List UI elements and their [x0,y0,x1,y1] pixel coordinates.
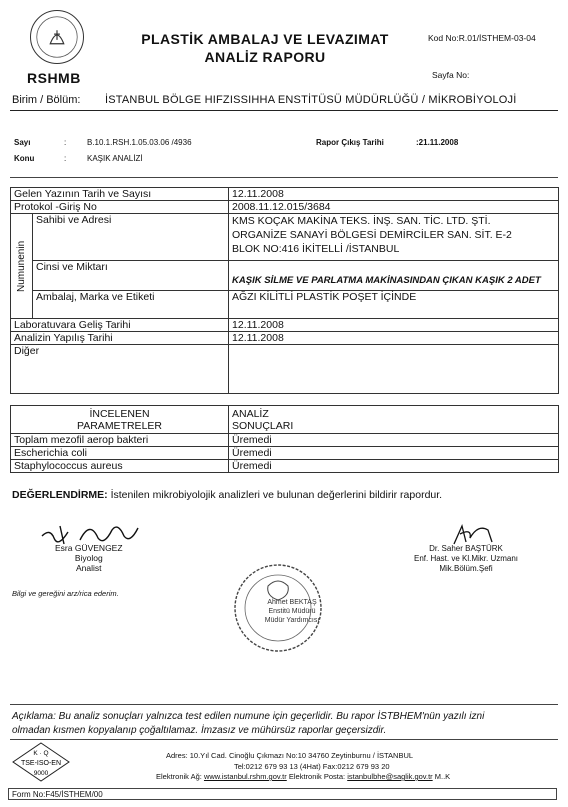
degerlendirme-text: İstenilen mikrobiyolojik analizleri ve bulunan değerlerini bildirir rapordur. [107,489,443,501]
chief-block [396,544,536,574]
result-cell: Üremedi [229,434,559,447]
cinsi-label: Cinsi ve Miktarı [33,261,229,291]
protokol-value: 2008.11.12.015/3684 [229,201,559,214]
meta-divider [10,177,558,178]
birim-value: İSTANBUL BÖLGE HIFZISSIHHA ENSTİTÜSÜ MÜDÜRLÜĞÜ / MİKROBİYOLOJİ [105,94,517,106]
gelen-value: 12.11.2008 [229,188,559,201]
chief-role: Mik.Bölüm.Şefi [439,564,493,573]
chief-name: Dr. Saher BAŞTÜRK [429,544,503,553]
chief-title: Enf. Hast. ve Kl.Mikr. Uzmanı [413,554,519,563]
lab-value: 12.11.2008 [229,319,559,332]
email-link[interactable]: istanbulbhe@saglik.gov.tr [347,772,433,781]
kq-line3: 9000 [33,770,49,777]
table-row [11,447,559,460]
diger-label: Diğer [11,345,229,394]
stamp-role: Müdür Yardımcısı [264,617,320,624]
ambalaj-value: AĞZI KİLİTLİ PLASTİK POŞET İÇİNDE [229,291,559,319]
gelen-label: Gelen Yazının Tarih ve Sayısı [11,188,229,201]
kq-line2: TSE-ISO-EN [20,760,62,767]
birim-label: Birim / Bölüm: [12,94,81,106]
bilgi-text: Bilgi ve gereğini arz/rica ederim. [12,589,119,598]
table-row [11,434,559,447]
konu-colon: : [64,154,67,163]
ministry-logo [30,10,84,64]
diger-value [229,345,559,394]
result-cell: Üremedi [229,447,559,460]
table-row [11,332,559,345]
footer-divider [10,739,558,740]
degerlendirme-label: DEĞERLENDİRME: [12,489,108,501]
result-header [229,406,559,434]
param-cell: Staphylococcus aureus [11,460,229,473]
aciklama-line2: olmadan kısmen kopyalanıp çoğaltılamaz. İmzasız ve mühürsüz raporlar geçersizdir. [12,725,387,736]
rapor-value: :21.11.2008 [416,138,459,147]
ambalaj-label: Ambalaj, Marka ve Etiketi [33,291,229,319]
analyst-name: Esra GÜVENGEZ [55,543,123,553]
aciklama [12,710,560,738]
report-title-line1: PLASTİK AMBALAJ VE LEVAZIMAT [141,31,389,47]
web-link[interactable]: www.istanbul.rshm.gov.tr [203,772,287,781]
sahibi-label: Sahibi ve Adresi [33,214,229,261]
cinsi-value: KAŞIK SİLME VE PARLATMA MAKİNASINDAN ÇIKAN KAŞIK 2 ADET [229,261,559,291]
konu-label: Konu [14,154,35,163]
table-row [11,319,559,332]
param-cell: Toplam mezofil aerop bakteri [11,434,229,447]
results-table [10,405,559,473]
table-row [11,460,559,473]
degerlendirme [12,489,442,501]
table-row [11,201,559,214]
table-row [11,345,559,394]
konu-value: KAŞIK ANALİZİ [87,154,143,163]
sahibi-line3: BLOK NO:416 İKİTELLİ /İSTANBUL [232,243,400,255]
lab-label: Laboratuvara Geliş Tarihi [11,319,229,332]
param-header [11,406,229,434]
email-label: Elektronik Posta: [286,772,348,781]
sahibi-line2: ORGANİZE SANAYİ BÖLGESİ DEMİRCİLER SAN. SİT. E-2 [232,229,512,241]
mk-mark: M..K [432,772,451,781]
analiz-label: Analizin Yapılış Tarihi [11,332,229,345]
sahibi-value [229,214,559,261]
numunenin-label: Numunenin [11,214,33,319]
table-row [11,291,559,319]
phone-fax: Tel:0212 679 93 13 (4Hat) Fax:0212 679 93 20 [234,762,390,771]
result-header-line2: SONUÇLARI [232,419,294,432]
rapor-label: Rapor Çıkış Tarihi [316,138,384,147]
stamp-title: Enstitü Müdürü [268,608,316,615]
protokol-label: Protokol -Giriş No [11,201,229,214]
table-header-row [11,406,559,434]
sayi-label: Sayı [14,138,31,147]
aciklama-line1: Açıklama: Bu analiz sonuçları yalnızca test edilen numune için geçerlidir. Bu rapor İSTBHEM'nün yazılı izni [12,711,485,722]
kod-no: Kod No:R.01/İSTHEM-03-04 [428,33,536,43]
sahibi-line1: KMS KOÇAK MAKİNA TEKS. İNŞ. SAN. TİC. LTD. ŞTİ. [232,215,491,227]
stamp-block [262,598,322,625]
tse-quality-badge-icon [12,742,70,782]
emblem-icon [31,11,83,63]
stamp-name: Ahmet BEKTAŞ [267,599,317,606]
form-no: Form No:F45/İSTHEM/00 [8,788,557,800]
table-row [11,188,559,201]
contact-line [156,772,450,781]
result-cell: Üremedi [229,460,559,473]
logo-label: RSHMB [27,70,81,86]
report-title-line2: ANALİZ RAPORU [204,49,326,65]
analyst-title: Biyolog [74,553,103,563]
analyst-block [55,543,123,573]
table-row [11,214,559,261]
kq-line1: K · Q [33,750,49,757]
param-cell: Escherichia coli [11,447,229,460]
web-label: Elektronik Ağ: [156,772,204,781]
header-divider [10,110,558,111]
param-header-line2: PARAMETRELER [77,419,162,432]
table-row [11,261,559,291]
footer-top-divider [10,704,558,705]
sample-info-table [10,187,559,394]
sayfa-no: Sayfa No: [432,70,470,80]
result-header-line1: ANALİZ [232,407,269,420]
sayi-value: B.10.1.RSH.1.05.03.06 /4936 [87,138,192,147]
analiz-value: 12.11.2008 [229,332,559,345]
analyst-role: Analist [76,563,102,573]
address: Adres: 10.Yıl Cad. Cinoğlu Çıkmazı No:10 34760 Zeytinburnu / İSTANBUL [166,751,414,760]
param-header-line1: İNCELENEN [89,407,150,420]
sayi-colon: : [64,138,67,147]
